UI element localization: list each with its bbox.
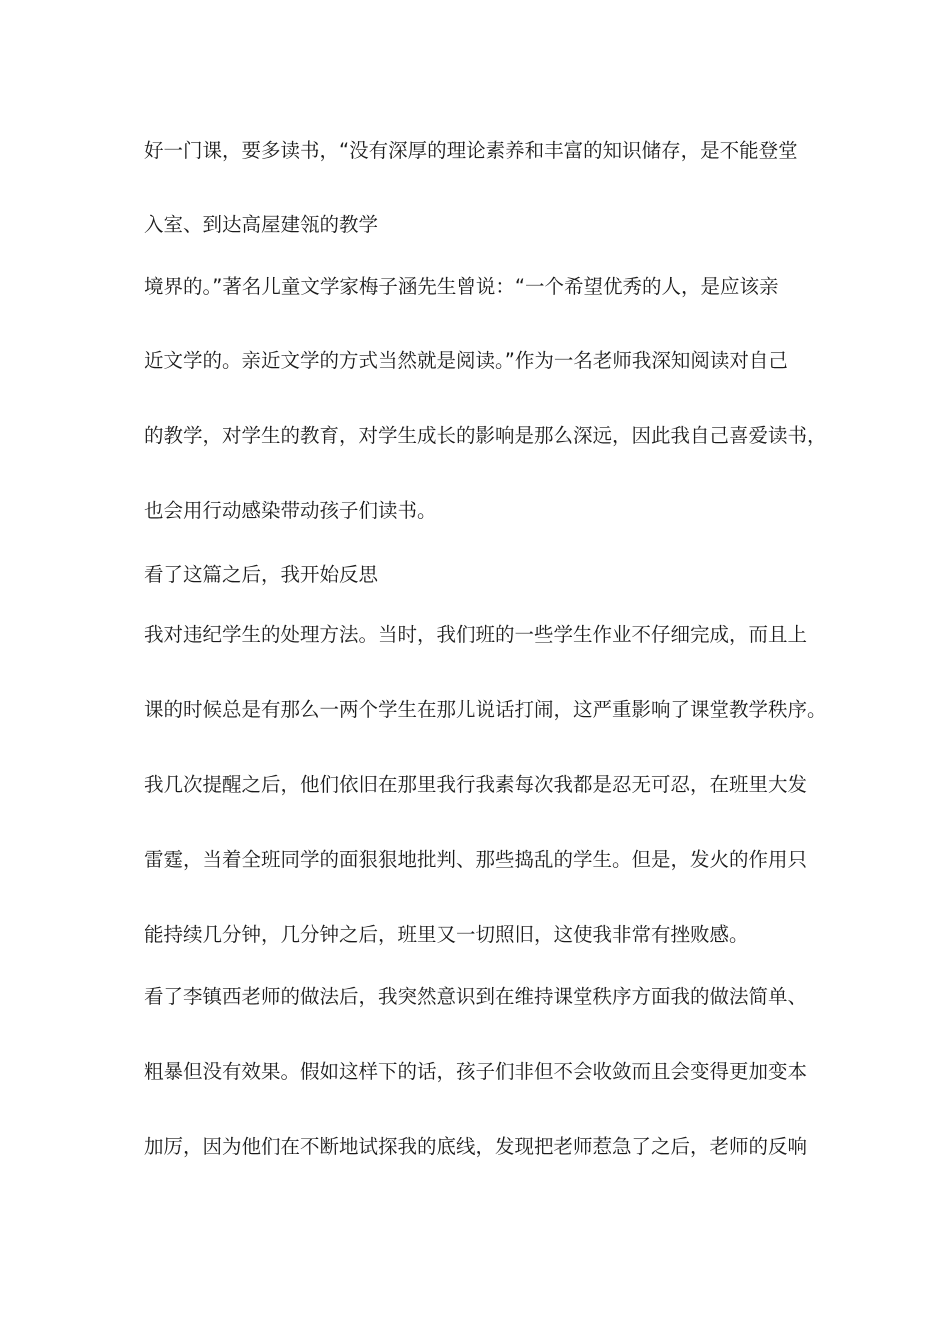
text-line: 的教学，对学生的教育，对学生成长的影响是那么深远，因此我自己喜爱读书， <box>144 424 827 447</box>
text-line: 课的时候总是有那么一两个学生在那儿说话打闹，这严重影响了课堂教学秩序。 <box>144 698 827 721</box>
text-line: 近文学的。亲近文学的方式当然就是阅读。”作为一名老师我深知阅读对自己 <box>144 349 788 372</box>
text-line: 我几次提醒之后，他们依旧在那里我行我素每次我都是忍无可忍，在班里大发 <box>144 773 808 796</box>
text-line: 粗暴但没有效果。假如这样下的话，孩子们非但不会收敛而且会变得更加变本 <box>144 1060 808 1083</box>
text-line: 入室、到达高屋建瓴的教学 <box>144 213 379 236</box>
text-line: 加厉，因为他们在不断地试探我的底线，发现把老师惹急了之后，老师的反响 <box>144 1135 808 1158</box>
text-line: 能持续几分钟，几分钟之后，班里又一切照旧，这使我非常有挫败感。 <box>144 923 749 946</box>
text-line: 也会用行动感染带动孩子们读书。 <box>144 499 437 522</box>
text-line: 好一门课，要多读书，“没有深厚的理论素养和丰富的知识储存，是不能登堂 <box>144 139 798 162</box>
text-line: 看了李镇西老师的做法后，我突然意识到在维持课堂秩序方面我的做法简单、 <box>144 985 808 1008</box>
text-line: 我对违纪学生的处理方法。当时，我们班的一些学生作业不仔细完成，而且上 <box>144 623 808 646</box>
text-line: 看了这篇之后，我开始反思 <box>144 563 379 586</box>
text-line: 境界的。”著名儿童文学家梅子涵先生曾说：“一个希望优秀的人，是应该亲 <box>144 275 779 298</box>
text-line: 雷霆，当着全班同学的面狠狠地批判、那些捣乱的学生。但是，发火的作用只 <box>144 848 808 871</box>
